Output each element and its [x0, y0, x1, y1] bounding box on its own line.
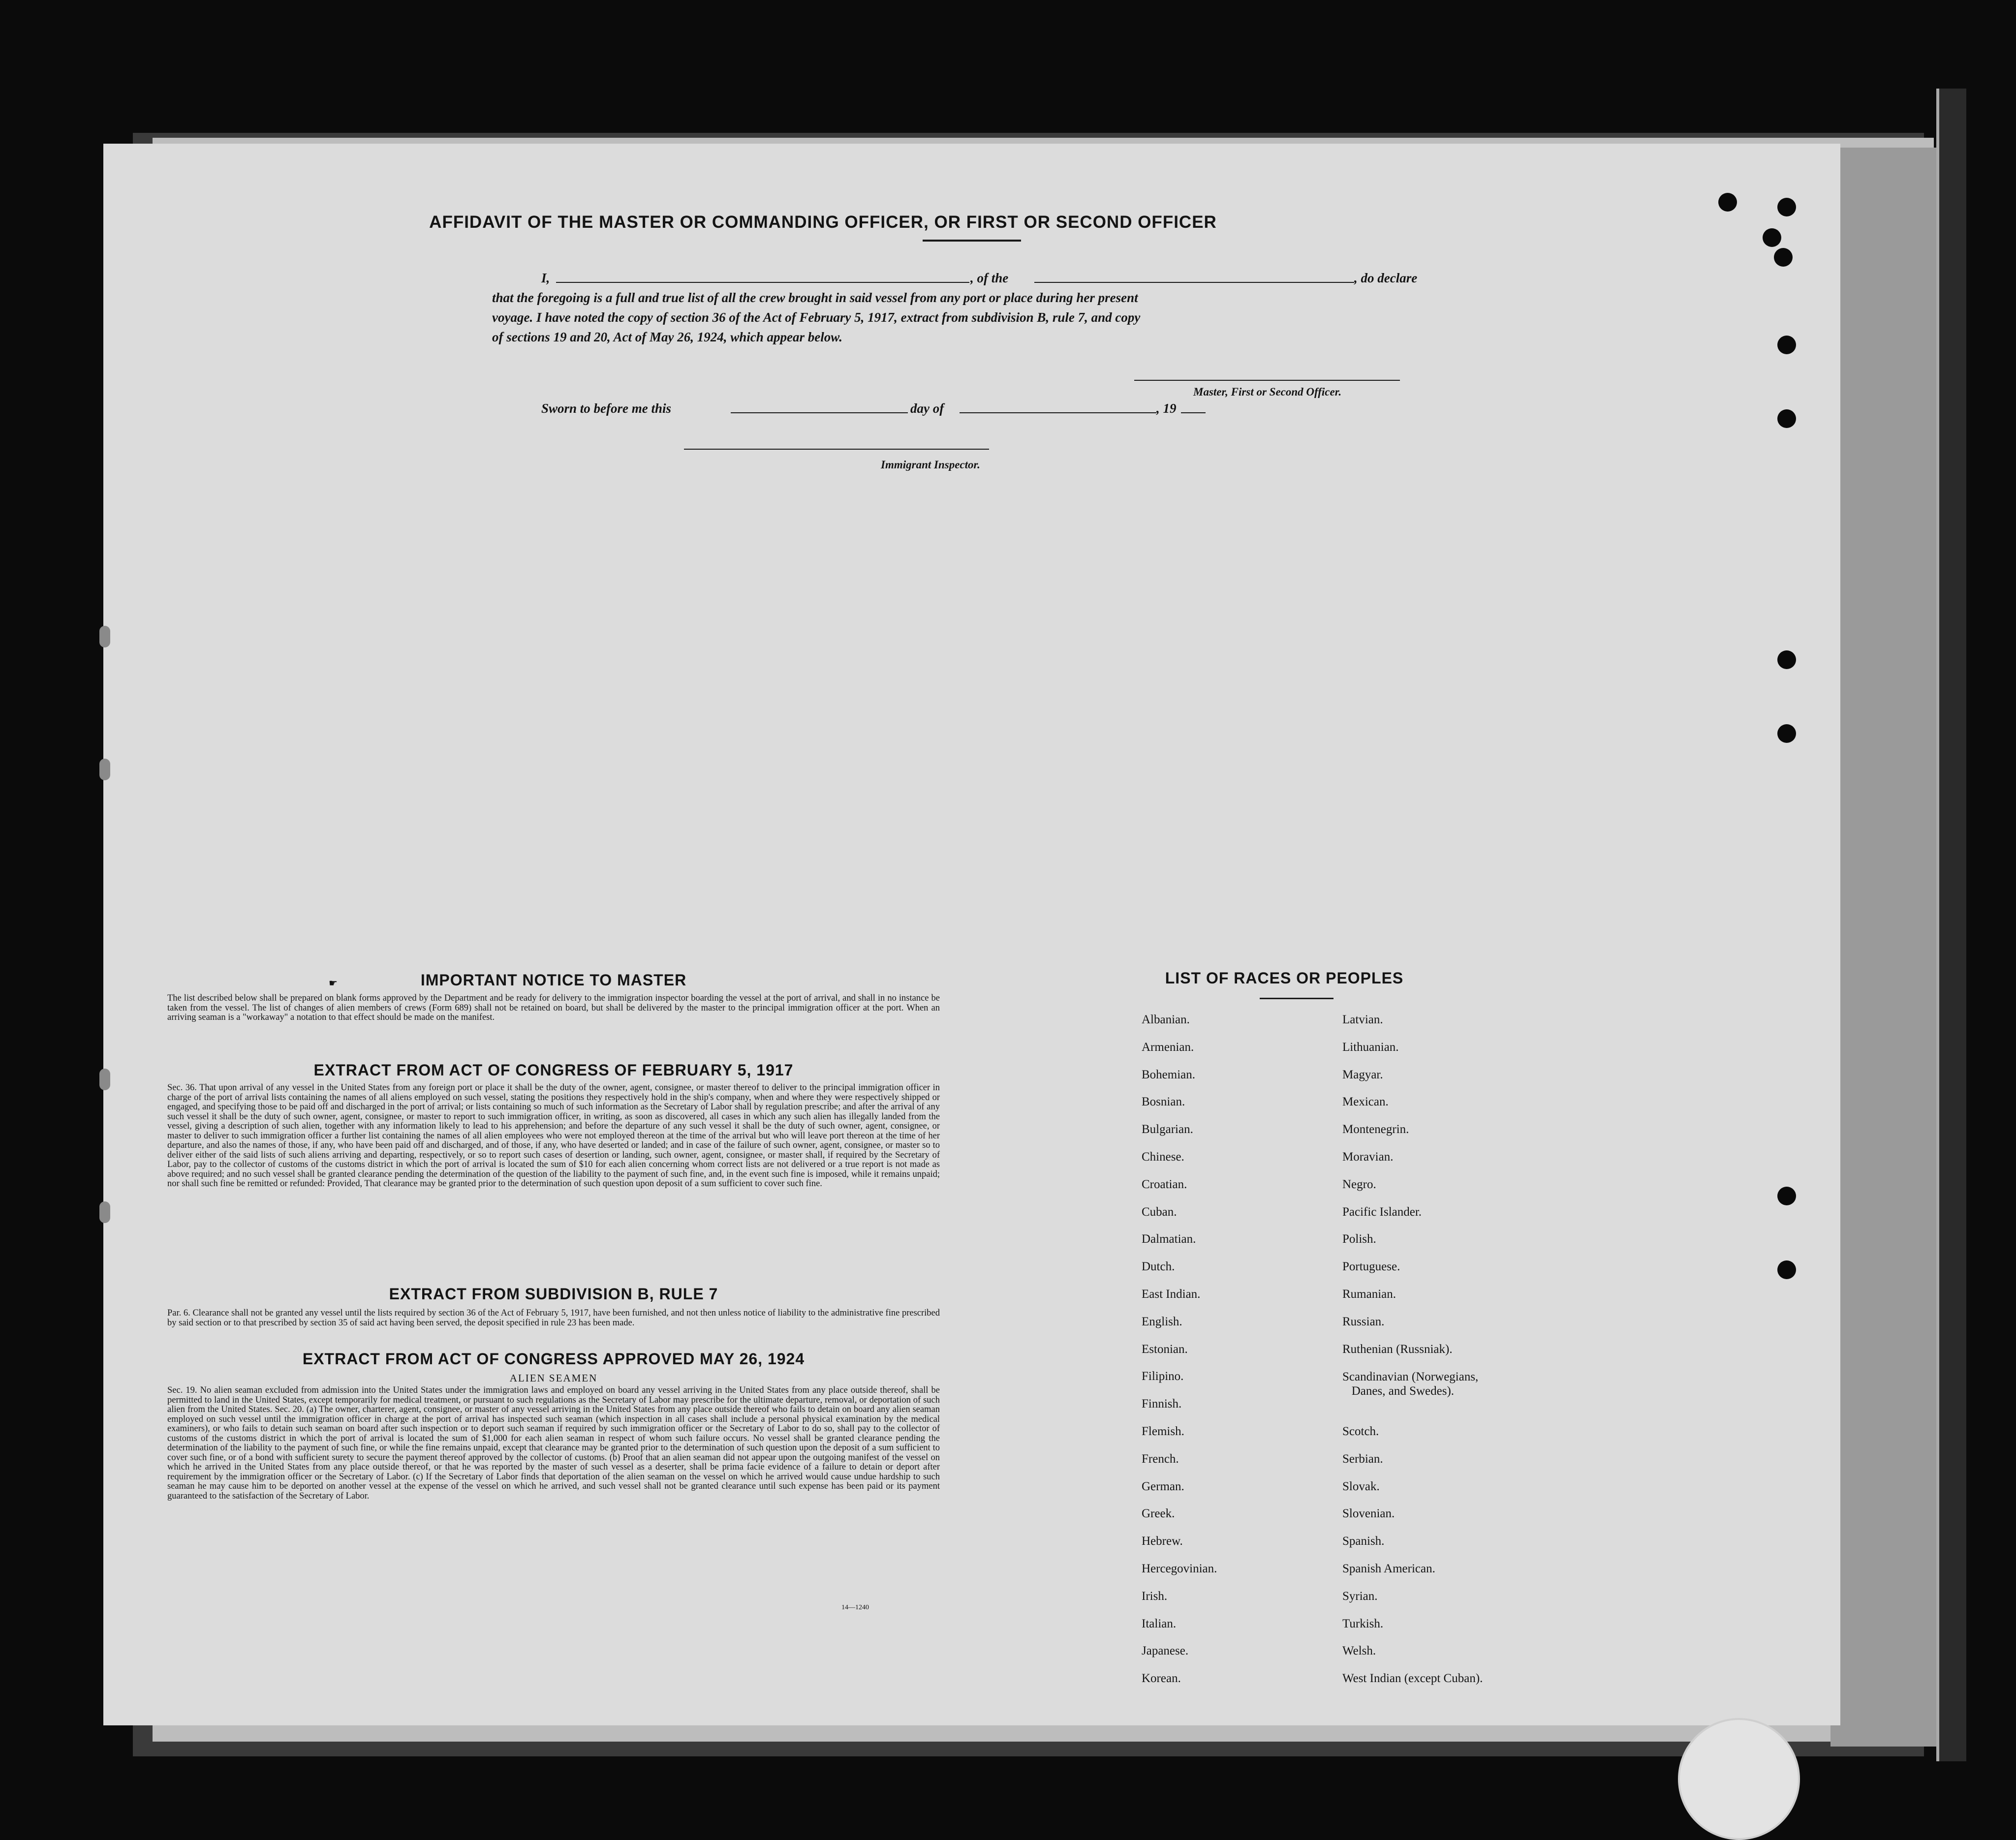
race-item: Italian. [1142, 1617, 1177, 1630]
punch-hole [1777, 1187, 1796, 1205]
race-item: Magyar. [1342, 1068, 1383, 1081]
race-item: Spanish American. [1342, 1562, 1435, 1575]
race-item: Rumanian. [1342, 1288, 1396, 1301]
affidavit-line-1 [541, 268, 1550, 288]
binder-strip [1936, 89, 1966, 1761]
race-item: Greek. [1142, 1507, 1175, 1521]
year-label: , 19 [1156, 401, 1177, 416]
binder-hole [99, 1201, 110, 1223]
race-item: Slovak. [1342, 1479, 1380, 1493]
inspector-signature-line [684, 449, 989, 450]
race-item: Flemish. [1142, 1425, 1184, 1438]
race-item: Portuguese. [1342, 1260, 1400, 1274]
binder-hole [99, 1069, 110, 1090]
punch-hole [1763, 228, 1781, 247]
extract-1917-title: EXTRACT FROM ACT OF CONGRESS OF FEBRUARY 5, 1917 [313, 1061, 794, 1079]
race-item: Montenegrin. [1342, 1123, 1409, 1136]
race-item: Scotch. [1342, 1425, 1379, 1438]
race-item: Spanish. [1342, 1534, 1385, 1548]
race-item: Pacific Islander. [1342, 1205, 1422, 1219]
races-title-underline [1260, 998, 1334, 999]
sworn-line [541, 399, 1378, 418]
races-title: LIST OF RACES OR PEOPLES [1165, 969, 1404, 987]
day-of-label: day of [910, 401, 944, 416]
affidavit-line-3: voyage. I have noted the copy of section 36 of the Act of February 5, 1917, extract from subdivision B, rule 7, and copy [492, 310, 1141, 325]
race-item: Chinese. [1142, 1150, 1184, 1164]
race-item: Dutch. [1142, 1260, 1175, 1274]
i-label: I, [541, 271, 550, 285]
race-item: Hercegovinian. [1142, 1562, 1217, 1575]
affidavit-line-2: that the foregoing is a full and true list of all the crew brought in said vessel from any port or place during her present [492, 290, 1138, 305]
notice-text: The list described below shall be prepared on blank forms approved by the Department and be ready for delivery to the immigration inspector boarding the vessel at the port of arrival, and shall in no instance be taken from the vessel. The list of changes of alien members of crews (Form 689) shall not be retained on board, but shall be delivered by the master to the principal immigration officer at the port. When an arriving seaman is a "workaway" a notation to that effect should be made on the manifest. [167, 993, 940, 1022]
rule7-title: EXTRACT FROM SUBDIVISION B, RULE 7 [389, 1285, 718, 1303]
race-item: Ruthenian (Russniak). [1342, 1342, 1453, 1356]
race-item: Albanian. [1142, 1013, 1190, 1026]
underlying-sheet-edge [1830, 148, 1954, 1747]
race-item: Finnish. [1142, 1397, 1182, 1411]
master-signature-line [1134, 380, 1400, 381]
punch-hole [1718, 193, 1737, 212]
race-item: Turkish. [1342, 1617, 1384, 1630]
race-item: Dalmatian. [1142, 1232, 1196, 1246]
race-item: Latvian. [1342, 1013, 1383, 1026]
extract-1924-text: Sec. 19. No alien seaman excluded from admission into the United States under the immigration laws and employed on board any vessel arriving in the United States from any place outside thereof, shall be permitted to land in the United States, except temporarily for medical treatment, or pursuant to such regulations as the Secretary of Labor may prescribe for the ultimate departure, removal, or deportation of such alien from the United States. Sec. 20. (a) The owner, charterer, agent, consignee, or master of any vessel arriving in the United States from any place outside thereof who fails to detain on board any alien seaman employed on such vessel until the immigration officer in charge at the port of arrival has inspected such seaman (which inspection in all cases shall include a personal physical examination by the medical examiners), or who fails to detain such seaman on board after such inspection or to deport such seaman if required by such immigration officer or the Secretary of Labor to do so, shall pay to the collector of customs of the customs district in which the port of arrival is located the sum of $1,000 for each alien seaman in respect of whom such failure occurs. No vessel shall be granted clearance pending the determination of the liability to the payment of such fine, or while the fine remains unpaid, except that clearance may be granted prior to the determination of such question upon the deposit of a sum sufficient to cover such fine, or of a bond with sufficient surety to secure the payment thereof approved by the collector of customs. (b) Proof that an alien seaman did not appear upon the outgoing manifest of the vessel on which he arrived in the United States from any place outside thereof, or that he was reported by the master of such vessel as a deserter, shall be prima facie evidence of a failure to detain or deport after requirement by the immigration officer or the Secretary of Labor. (c) If the Secretary of Labor finds that deportation of the alien seaman on the vessel on which he arrived would cause undue hardship to such seaman he may cause him to be deported on another vessel at the expense of the vessel on which he arrived, and such vessel shall not be granted clearance until such expense has been paid or its payment guaranteed to the satisfaction of the Secretary of Labor. [167, 1385, 940, 1501]
race-item: English. [1142, 1315, 1182, 1328]
title-underline [923, 240, 1021, 242]
race-item: Slovenian. [1342, 1507, 1395, 1521]
inspector-signature-label: Immigrant Inspector. [881, 459, 980, 471]
extract-1924-subtitle: ALIEN SEAMEN [509, 1372, 598, 1384]
race-item: Croatian. [1142, 1177, 1187, 1191]
binder-hole [99, 626, 110, 647]
notice-title: IMPORTANT NOTICE TO MASTER [420, 971, 687, 989]
affidavit-title: AFFIDAVIT OF THE MASTER OR COMMANDING OFFICER, OR FIRST OR SECOND OFFICER [429, 213, 1217, 232]
race-item: Lithuanian. [1342, 1040, 1399, 1054]
race-item: Mexican. [1342, 1095, 1389, 1109]
punch-hole [1777, 1260, 1796, 1279]
race-item: Armenian. [1142, 1040, 1194, 1054]
name-blank [556, 282, 969, 283]
race-item: Irish. [1142, 1589, 1168, 1603]
punch-hole [1777, 409, 1796, 428]
extract-1917-text: Sec. 36. That upon arrival of any vessel in the United States from any foreign port or place it shall be the duty of the owner, agent, consignee, or master thereof to deliver to the principal immigration officer in charge of the port of arrival lists containing the names of all aliens employed on such vessel, stating the positions they respectively hold in the ship's company, when and where they were respectively shipped or engaged, and specifying those to be paid off and discharged in the port of arrival; or lists containing so much of such information as the Secretary of Labor shall by regulation prescribe; and after the arrival of any such vessel it shall be the duty of such owner, agent, consignee, or master to report to such immigration officer, in writing, as soon as discovered, all cases in which any such alien has illegally landed from the vessel, giving a description of such alien, together with any information likely to lead to his apprehension; and before the departure of any such vessel it shall be the duty of such owner, agent, consignee, or master to deliver to such immigration officer a further list containing the names of all alien employees who were not employed thereon at the time of the arrival but who will leave port thereon at the time of her departure, and also the names of those, if any, who have been paid off and discharged, and of those, if any, who have deserted or landed; and in case of the failure of such owner, agent, consignee, or master so to deliver either of the said lists of such aliens arriving and departing, respectively, or so to report such cases of desertion or landing, such owner, agent, consignee, or master shall, if required by the Secretary of Labor, pay to the collector of customs of the customs district in which the port of arrival is located the sum of $10 for each alien concerning whom correct lists are not delivered or a true report is not made as above required; and no such vessel shall be granted clearance pending the determination of the question of the liability to the payment of such fine, and, in the event such fine is imposed, while it remains unpaid; nor shall such fine be remitted or refunded: Provided, That clearance may be granted prior to the determination of such question upon deposit of a sum sufficient to cover such fine. [167, 1083, 940, 1189]
vessel-blank [1034, 282, 1354, 283]
race-item: Korean. [1142, 1672, 1181, 1686]
punch-hole [1777, 650, 1796, 669]
punch-hole [1777, 724, 1796, 743]
race-item: Scandinavian (Norwegians, Danes, and Swedes). [1342, 1370, 1479, 1398]
affidavit-line-4: of sections 19 and 20, Act of May 26, 1924, which appear below. [492, 330, 842, 344]
race-item: Cuban. [1142, 1205, 1177, 1219]
punch-hole [1777, 198, 1796, 216]
race-item: Serbian. [1342, 1452, 1383, 1466]
rule7-text: Par. 6. Clearance shall not be granted any vessel until the lists required by section 36 of the Act of February 5, 1917, have been furnished, and not then unless notice of liability to the administrative fine prescribed by said section or to that prescribed by section 35 of said act having been served, the deposit specified in rule 23 has been made. [167, 1308, 940, 1328]
punch-hole [1777, 336, 1796, 354]
race-item: Japanese. [1142, 1644, 1189, 1658]
race-item: East Indian. [1142, 1288, 1201, 1301]
pointing-hand-icon: ☛ [329, 978, 338, 989]
day-blank [731, 412, 908, 413]
race-item: German. [1142, 1479, 1184, 1493]
race-item: Polish. [1342, 1232, 1376, 1246]
race-item: Bosnian. [1142, 1095, 1185, 1109]
declare-label: , do declare [1354, 271, 1418, 285]
binder-hole [99, 759, 110, 780]
race-item: Russian. [1342, 1315, 1385, 1328]
race-item: Bulgarian. [1142, 1123, 1193, 1136]
punch-hole [1774, 248, 1793, 267]
form-number: 14—1240 [841, 1604, 869, 1611]
race-item: French. [1142, 1452, 1179, 1466]
document-page [103, 144, 1840, 1725]
race-item: Moravian. [1342, 1150, 1394, 1164]
race-item: Hebrew. [1142, 1534, 1183, 1548]
master-signature-label: Master, First or Second Officer. [1193, 386, 1342, 398]
race-item: Bohemian. [1142, 1068, 1196, 1081]
race-item: Filipino. [1142, 1370, 1184, 1383]
of-the-label: , of the [970, 271, 1009, 285]
race-item: Negro. [1342, 1177, 1376, 1191]
race-item: Welsh. [1342, 1644, 1376, 1658]
race-item: Syrian. [1342, 1589, 1378, 1603]
embossed-seal [1678, 1718, 1800, 1840]
month-blank [960, 412, 1156, 413]
year-blank [1181, 412, 1206, 413]
race-item: West Indian (except Cuban). [1342, 1672, 1483, 1686]
extract-1924-title: EXTRACT FROM ACT OF CONGRESS APPROVED MAY 26, 1924 [302, 1350, 805, 1368]
race-item: Estonian. [1142, 1342, 1188, 1356]
sworn-label: Sworn to before me this [541, 401, 672, 416]
